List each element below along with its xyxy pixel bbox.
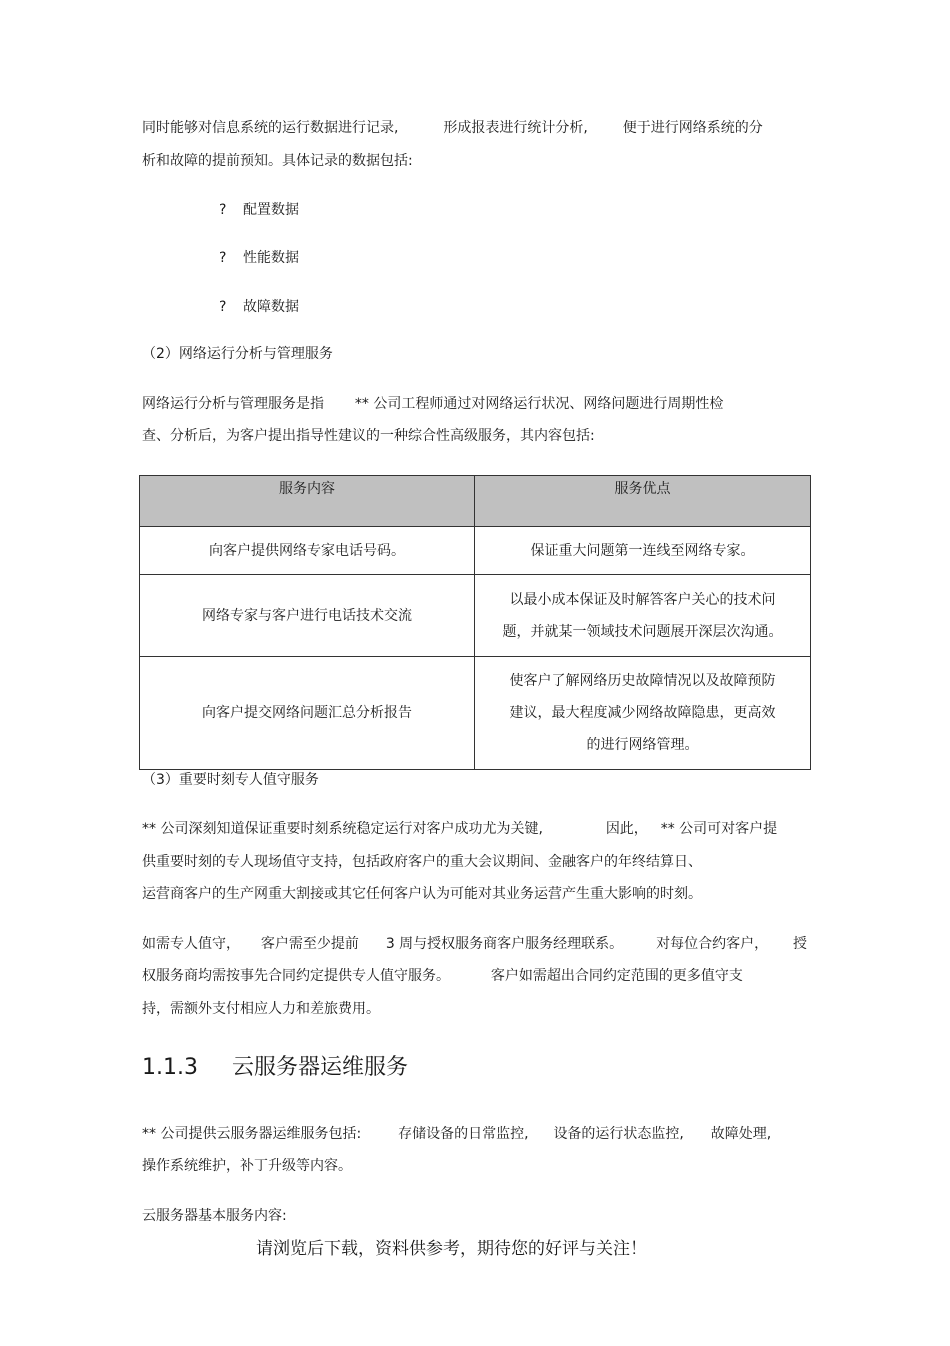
cloud-line-1-c: 设备的运行状态监控, — [553, 1126, 684, 1142]
service-table — [139, 475, 811, 770]
section-2-para-line-2: 查、分析后，为客户提出指导性建议的一种综合性高级服务，其内容包括: — [142, 428, 595, 444]
section-heading-number: 1.1.3 — [142, 1055, 198, 1080]
table-row — [140, 527, 811, 575]
benefit-line: 建议，最大程度减少网络故障隐患，更高效 — [509, 705, 776, 721]
section-3-para-1-line-1 — [142, 819, 777, 839]
bullet-mark: ? — [219, 202, 227, 218]
section-heading — [142, 1054, 408, 1082]
section-3-para-1-line-1-c: ** 公司可对客户提 — [660, 821, 778, 837]
benefit-line: 的进行网络管理。 — [586, 737, 699, 753]
table-cell-benefit — [475, 575, 811, 657]
intro-line-1-b: 形成报表进行统计分析, — [443, 120, 588, 136]
table-row — [140, 657, 811, 770]
cloud-line-1-a: ** 公司提供云服务器运维服务包括: — [142, 1126, 362, 1142]
section-3-para-2-line-2-a: 权服务商均需按事先合同约定提供专人值守服务。 — [142, 968, 450, 984]
section-3-para-2-line-1 — [142, 934, 807, 954]
benefit-line: 以最小成本保证及时解答客户关心的技术问 — [509, 591, 776, 608]
section-3-para-1-line-2: 供重要时刻的专人现场值守支持，包括政府客户的重大会议期间、金融客户的年终结算日、 — [142, 854, 702, 870]
bullet-mark: ? — [219, 299, 227, 315]
intro-line-1 — [142, 118, 763, 138]
cloud-line-2: 操作系统维护，补丁升级等内容。 — [142, 1158, 352, 1174]
section-heading-title: 云服务器运维服务 — [232, 1055, 409, 1080]
bullet-text: 故障数据 — [243, 299, 299, 315]
cloud-line-1 — [142, 1124, 771, 1144]
table-row — [140, 575, 811, 657]
section-2-para-line-1-b: ** 公司工程师通过对网络运行状况、网络问题进行周期性检 — [354, 396, 724, 412]
benefit-line: 题，并就某一领域技术问题展开深层次沟通。 — [502, 623, 783, 640]
section-2-para-line-1-a: 网络运行分析与管理服务是指 — [142, 396, 324, 412]
section-3-para-1-line-3: 运营商客户的生产网重大割接或其它任何客户认为可能对其业务运营产生重大影响的时刻。 — [142, 886, 702, 902]
section-2-para-line-1 — [142, 394, 723, 414]
table-cell-content: 向客户提供网络专家电话号码。 — [140, 527, 475, 575]
section-3-title: （3）重要时刻专人值守服务 — [142, 772, 319, 788]
bullet-text: 配置数据 — [243, 202, 299, 218]
bullet-text: 性能数据 — [243, 250, 299, 266]
table-cell-content: 网络专家与客户进行电话技术交流 — [140, 575, 475, 657]
cloud-line-1-d: 故障处理, — [710, 1126, 772, 1142]
section-3-para-1-line-1-a: ** 公司深刻知道保证重要时刻系统稳定运行对客户成功尤为关键, — [142, 821, 543, 837]
section-2-title: （2）网络运行分析与管理服务 — [142, 346, 333, 362]
table-cell-content: 向客户提交网络问题汇总分析报告 — [140, 657, 475, 770]
table-header-content: 服务内容 — [140, 476, 475, 527]
bullet-mark: ? — [219, 250, 227, 266]
table-cell-benefit — [475, 657, 811, 770]
intro-line-1-c: 便于进行网络系统的分 — [622, 120, 763, 136]
table-cell-benefit: 保证重大问题第一连线至网络专家。 — [475, 527, 811, 575]
intro-line-2: 析和故障的提前预知。具体记录的数据包括: — [142, 153, 413, 169]
section-3-para-2-line-2 — [142, 966, 743, 986]
section-3-para-2-line-2-b: 客户如需超出合同约定范围的更多值守支 — [490, 968, 743, 984]
section-3-para-2-line-1-e: 授 — [792, 936, 807, 952]
cloud-line-1-b: 存储设备的日常监控, — [398, 1126, 529, 1142]
bullet-item — [219, 297, 299, 317]
benefit-line: 使客户了解网络历史故障情况以及故障预防 — [509, 673, 776, 689]
bullet-item — [219, 200, 299, 220]
bullet-item — [219, 248, 299, 268]
section-3-para-1-line-1-b: 因此， — [605, 821, 648, 837]
footer-note: 请浏览后下载，资料供参考，期待您的好评与关注！ — [256, 1239, 647, 1259]
table-header-benefit: 服务优点 — [475, 476, 811, 527]
section-3-para-2-line-1-a: 如需专人值守， — [142, 936, 240, 952]
section-3-para-2-line-3: 持，需额外支付相应人力和差旅费用。 — [142, 1001, 380, 1017]
intro-line-1-a: 同时能够对信息系统的运行数据进行记录, — [142, 120, 399, 136]
cloud-basic-label: 云服务器基本服务内容: — [142, 1208, 287, 1224]
section-3-para-2-line-1-b: 客户需至少提前 — [260, 936, 359, 952]
section-3-para-2-line-1-c: 3 周与授权服务商客户服务经理联系。 — [385, 936, 624, 952]
section-3-para-2-line-1-d: 对每位合约客户， — [656, 936, 769, 952]
